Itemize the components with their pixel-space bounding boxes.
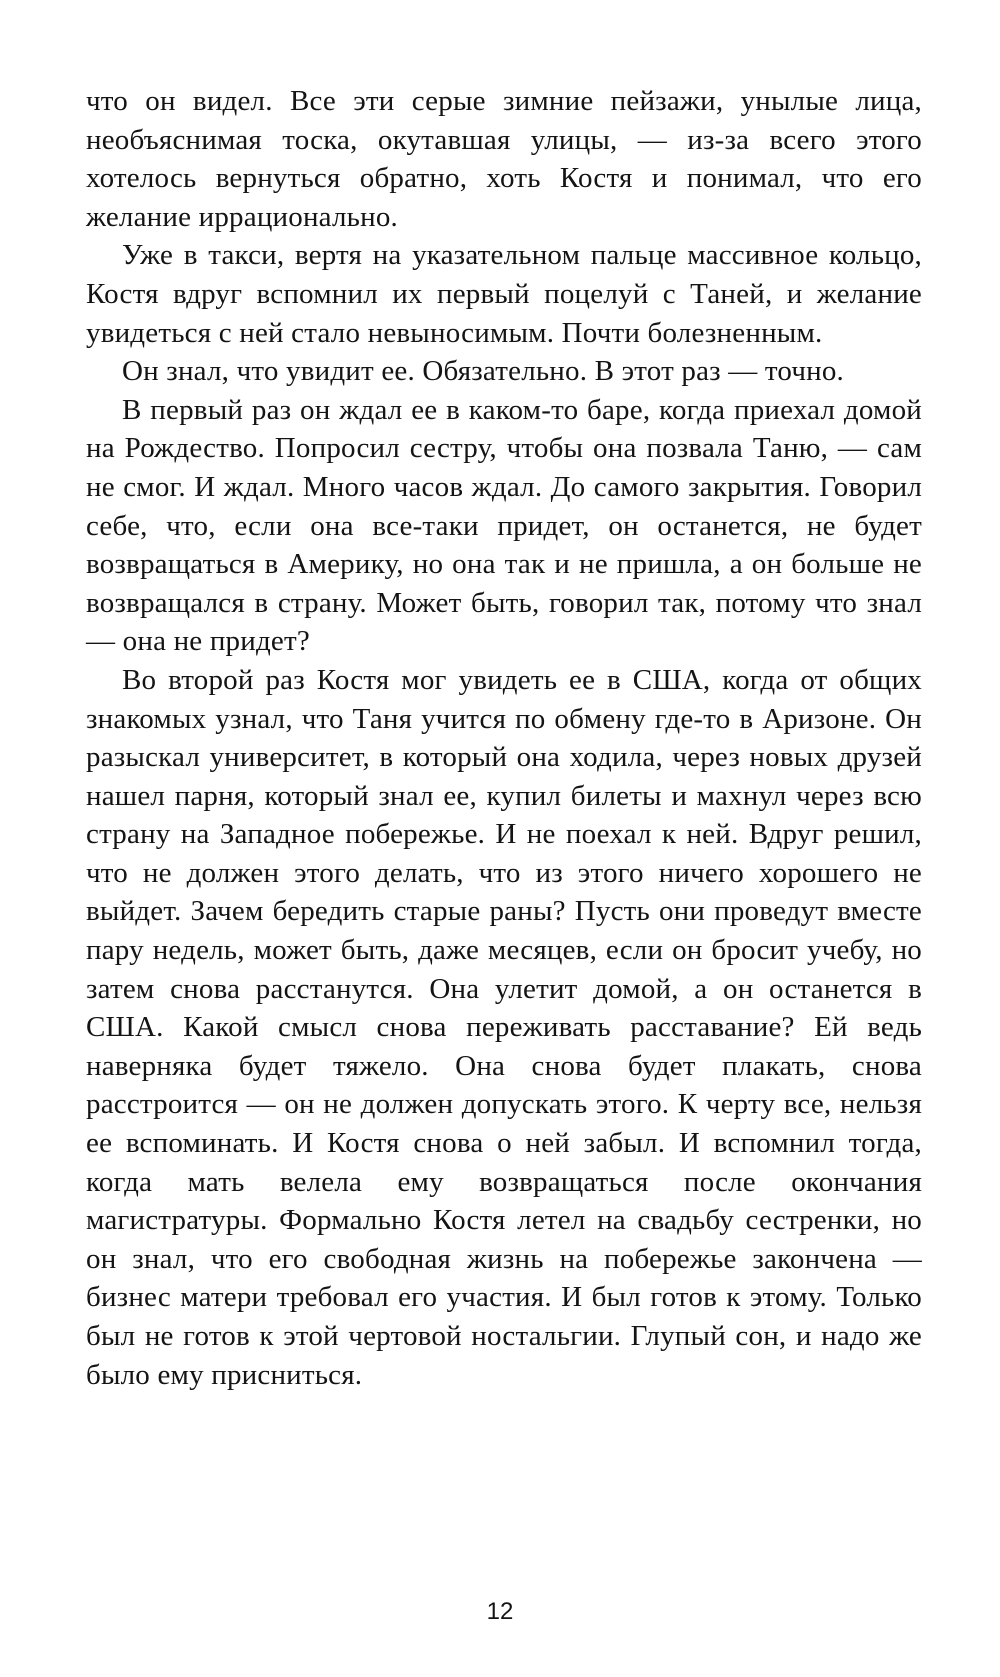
paragraph-taxi: Уже в такси, вертя на указательном пальце массивное кольцо, Костя вдруг вспомнил их первый поцелуй с Таней, и желание увидеться с ней стало невыносимым. Почти болезненным. (86, 239, 922, 349)
paragraph-first-time: В первый раз он ждал ее в каком-то баре, когда приехал домой на Рождество. Попросил сестру, чтобы она позвала Таню, — сам не смог. И ждал. Много часов ждал. До самого закрытия. Говорил себе, что, если она все-таки придет, он останется, не будет возвращаться в Америку, но она так и не пришла, а он больше не возвращался в страну. Может быть, говорил так, потому что знал — она не придет? (86, 393, 922, 658)
paragraph-knew: Он знал, что увидит ее. Обязательно. В этот раз — точно. (122, 355, 845, 388)
paragraph-continuation: что он видел. Все эти серые зимние пейзажи, унылые лица, необъяснимая тоска, окутавшая улицы, — из-за всего этого хотелось вернуться обратно, хоть Костя и понимал, что его желание иррационально. (86, 85, 922, 233)
body-text (86, 82, 922, 1394)
paragraph-second-time: Во второй раз Костя мог увидеть ее в США, когда от общих знакомых узнал, что Таня учится по обмену где-то в Аризоне. Он разыскал университет, в который она ходила, через новых друзей нашел парня, который знал ее, купил билеты и махнул через всю страну на Западное побережье. И не поехал к ней. Вдруг решил, что не должен этого делать, что из этого ничего хорошего не выйдет. Зачем бередить старые раны? Пусть они проведут вместе пару недель, может быть, даже месяцев, если он бросит учебу, но затем снова расстанутся. Она улетит домой, а он останется в США. Какой смысл снова переживать расставание? Ей ведь наверняка будет тяжело. Она снова будет плакать, снова расстроится — он не должен допускать этого. К черту все, нельзя ее вспоминать. И Костя снова о ней забыл. И вспомнил тогда, когда мать велела ему возвращаться после окончания магистратуры. Формально Костя летел на свадьбу сестренки, но он знал, что его свободная жизнь на побережье закончена — бизнес матери требовал его участия. И был готов к этому. Только был не готов к этой чертовой ностальгии. Глупый сон, и надо же было ему присниться. (86, 663, 922, 1391)
page-number: 12 (486, 1598, 514, 1625)
